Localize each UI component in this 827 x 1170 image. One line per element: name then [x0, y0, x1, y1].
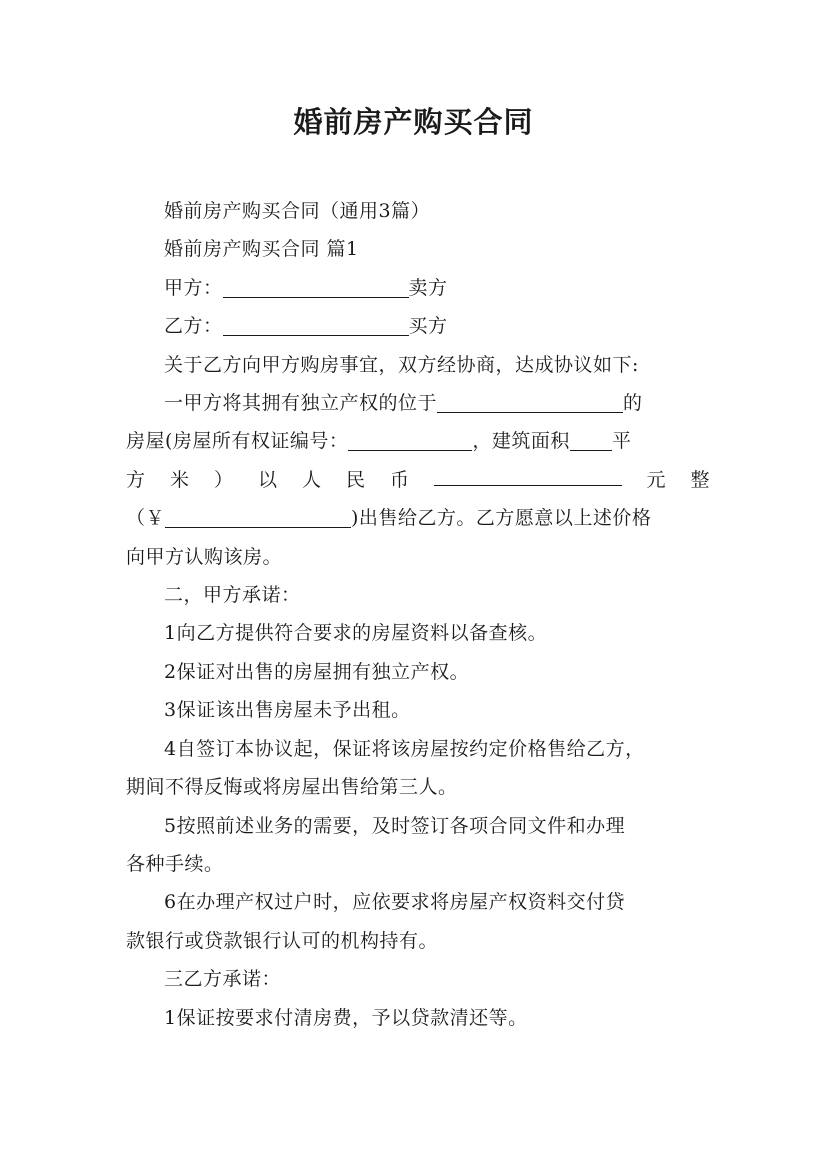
paragraph-section2-item6-line2: 款银行或贷款银行认可的机构持有。 [126, 929, 439, 952]
party-a-role: 卖方 [408, 276, 448, 299]
spread-char: ） [214, 468, 234, 491]
paragraph-intro: 关于乙方向甲方购房事宜，双方经协商，达成协议如下: [164, 353, 639, 376]
paragraph-subtitle: 婚前房产购买合同（通用3篇） [164, 200, 431, 222]
paragraph-section2-item5-line2: 各种手续。 [126, 852, 224, 875]
document-body [126, 192, 710, 1037]
paragraph-section1-line5: 向甲方认购该房。 [126, 545, 283, 568]
paragraph-section2-item4-line1: 4自签订本协议起，保证将该房屋按约定价格售给乙方， [164, 737, 645, 760]
section1-text-b: 的 [623, 392, 643, 415]
paragraph-section1-line3 [126, 461, 710, 499]
certificate-number-blank [348, 428, 472, 451]
paragraph-section1-line2 [126, 422, 710, 460]
paragraph-section1-line4 [126, 499, 710, 537]
paragraph-party-b [126, 307, 710, 345]
paragraph-section2-item1: 1向乙方提供符合要求的房屋资料以备查核。 [164, 622, 548, 645]
spread-char: 以 [258, 468, 278, 491]
party-a-label: 甲方： [164, 276, 223, 299]
location-blank [437, 390, 623, 413]
section1-text-i: )出售给乙方。乙方愿意以上述价格 [351, 507, 652, 530]
spread-char: 米 [170, 468, 190, 491]
paragraph-section2-item3: 3保证该出售房屋未予出租。 [164, 699, 411, 722]
spread-char: 币 [390, 468, 410, 491]
party-b-role: 买方 [408, 315, 448, 338]
paragraph-section2-item4-line2: 期间不得反悔或将房屋出售给第三人。 [126, 776, 458, 799]
section1-text-h: （￥ [126, 507, 166, 530]
paragraph-section2-item5-line1: 5按照前述业务的需要，及时签订各项合同文件和办理 [164, 814, 626, 837]
spread-char: 人 [302, 468, 322, 491]
paragraph-section3-heading: 三乙方承诺： [164, 968, 282, 991]
paragraph-section2-heading: 二，甲方承诺： [164, 584, 301, 607]
paragraph-section2-item6-line1: 6在办理产权过户时，应依要求将房屋产权资料交付贷 [164, 891, 626, 914]
section1-text-a: 一甲方将其拥有独立产权的位于 [164, 392, 438, 415]
party-b-label: 乙方： [164, 315, 223, 338]
section1-text-c: 房屋(房屋所有权证编号： [126, 430, 349, 453]
paragraph-party-a [126, 269, 710, 307]
spread-char: 民 [346, 468, 366, 491]
area-blank [570, 428, 612, 451]
paragraph-section3-item1: 1保证按要求付清房费，予以贷款清还等。 [164, 1006, 528, 1029]
paragraph-part-heading: 婚前房产购买合同 篇1 [164, 238, 359, 261]
price-figure-blank [165, 505, 351, 528]
price-words-blank [434, 463, 622, 486]
spread-char: 方 [126, 468, 146, 491]
paragraph-section2-item2: 2保证对出售的房屋拥有独立产权。 [164, 660, 470, 683]
paragraph-section1-line1 [126, 384, 710, 422]
party-a-blank [223, 275, 409, 298]
spread-char: 元 [646, 468, 666, 491]
spread-char: 整 [690, 468, 710, 491]
party-b-blank [223, 313, 409, 336]
section1-text-e: 平 [611, 430, 632, 453]
document-title: 婚前房产购买合同 [293, 105, 534, 139]
section1-text-d: ，建筑面积 [472, 430, 570, 453]
